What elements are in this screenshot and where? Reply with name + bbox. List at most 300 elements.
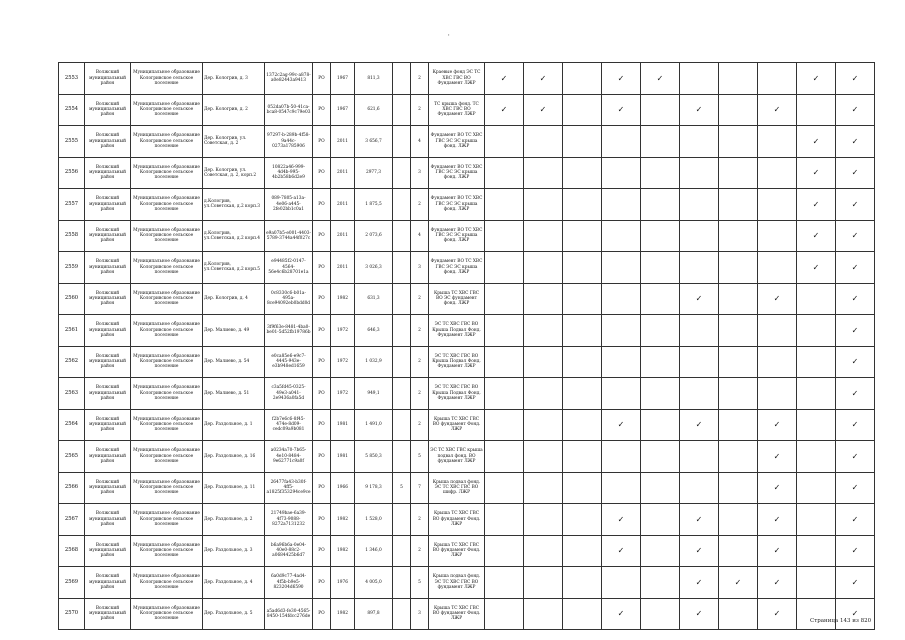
empty-cell — [758, 126, 797, 158]
floors-cell — [393, 504, 411, 536]
area-cell: 1 491,0 — [355, 409, 393, 441]
check-mark-icon: ✓ — [836, 94, 875, 126]
district-cell: Волжский муниципальный район — [85, 567, 131, 599]
empty-cell — [680, 157, 719, 189]
works-cell: Фундамент ВО ТС ХВС ГВС ЭС ЭС крыша фонд. ЛЖР — [429, 157, 485, 189]
empty-cell — [641, 504, 680, 536]
code-cell: e0ca85e6-e9c7-4445-943e-e3b948ed1659 — [265, 346, 313, 378]
check-mark-icon: ✓ — [836, 63, 875, 95]
year-cell: 1972 — [331, 315, 355, 347]
empty-cell — [758, 220, 797, 252]
floors-cell — [393, 252, 411, 284]
address-cell: д.Кологрив, ул.Советская, д.2 корп.4 — [203, 220, 265, 252]
entrances-cell: 3 — [411, 598, 429, 630]
register-table — [58, 62, 875, 630]
empty-cell — [719, 94, 758, 126]
empty-cell — [758, 63, 797, 95]
empty-cell — [719, 126, 758, 158]
type-cell: PO — [313, 535, 331, 567]
empty-cell — [485, 126, 524, 158]
check-mark-icon: ✓ — [758, 441, 797, 473]
works-cell: Крыша ТС ХВС ГВС ВО фундамент Фонд. ЛЖР — [429, 504, 485, 536]
address-cell: Дер. Раздольное, д. 4 — [203, 567, 265, 599]
check-mark-icon: ✓ — [680, 94, 719, 126]
year-cell: 2011 — [331, 126, 355, 158]
register-table-body — [59, 63, 875, 630]
district-cell: Волжский муниципальный район — [85, 346, 131, 378]
check-mark-icon: ✓ — [758, 567, 797, 599]
empty-cell — [641, 441, 680, 473]
empty-cell — [641, 252, 680, 284]
entrances-cell: 5 — [411, 567, 429, 599]
empty-cell — [797, 535, 836, 567]
empty-cell — [797, 598, 836, 630]
works-cell: ЭС ТС ХВС ГВС крыша подвал фонд. ВО фундамент ЛЖР — [429, 441, 485, 473]
municipality-cell: Муниципальное образование Кологривское сельское поселение — [131, 283, 203, 315]
floors-cell — [393, 535, 411, 567]
year-cell: 2011 — [331, 220, 355, 252]
empty-cell — [563, 378, 602, 410]
page-footer: Страница 143 из 820 — [810, 618, 872, 624]
address-cell: Дер. Кологрив, д. 4 — [203, 283, 265, 315]
empty-cell — [641, 409, 680, 441]
empty-cell — [719, 315, 758, 347]
year-cell: 2011 — [331, 252, 355, 284]
table-row — [59, 94, 875, 126]
row-number: 2566 — [59, 472, 85, 504]
area-cell: 621,6 — [355, 94, 393, 126]
works-cell: Фундамент ВО ТС ХВС ГВС ЭС ЭС крыша фонд. ЛЖР — [429, 220, 485, 252]
empty-cell — [719, 535, 758, 567]
floors-cell — [393, 409, 411, 441]
row-number: 2567 — [59, 504, 85, 536]
district-cell: Волжский муниципальный район — [85, 504, 131, 536]
code-cell: 97297-b-289b-4f58-9a44c-0273a1785906 — [265, 126, 313, 158]
entrances-cell: 4 — [411, 126, 429, 158]
empty-cell — [797, 283, 836, 315]
empty-cell — [524, 126, 563, 158]
row-number: 2559 — [59, 252, 85, 284]
entrances-cell: 2 — [411, 315, 429, 347]
address-cell: Дер. Малиево, д. 49 — [203, 315, 265, 347]
address-cell: Дер. Раздольное, д. 1 — [203, 409, 265, 441]
year-cell: 1982 — [331, 283, 355, 315]
code-cell: b6a96b6a-0e04-40e0-88c2-a0684425b6d7 — [265, 535, 313, 567]
empty-cell — [485, 378, 524, 410]
district-cell: Волжский муниципальный район — [85, 378, 131, 410]
code-cell: a0234a70-7b65-4e10-8484-9e62771c9a0f — [265, 441, 313, 473]
address-cell: Дер. Кологрив, д. 2 — [203, 94, 265, 126]
empty-cell — [602, 315, 641, 347]
empty-cell — [563, 252, 602, 284]
district-cell: Волжский муниципальный район — [85, 472, 131, 504]
type-cell: PO — [313, 315, 331, 347]
empty-cell — [797, 504, 836, 536]
entrances-cell: 5 — [411, 441, 429, 473]
type-cell: PO — [313, 126, 331, 158]
area-cell: 897,8 — [355, 598, 393, 630]
check-mark-icon: ✓ — [836, 126, 875, 158]
empty-cell — [797, 441, 836, 473]
empty-cell — [680, 189, 719, 221]
works-cell: Крыша подвал фонд. ЭС ТС ХВС ГВС ВО фундамент ЛЖР — [429, 567, 485, 599]
code-cell: 3f9f63e-8481-4ba0-be01-5d52fb19786b — [265, 315, 313, 347]
municipality-cell: Муниципальное образование Кологривское сельское поселение — [131, 157, 203, 189]
empty-cell — [602, 220, 641, 252]
empty-cell — [680, 315, 719, 347]
floors-cell — [393, 378, 411, 410]
empty-cell — [563, 63, 602, 95]
empty-cell — [485, 189, 524, 221]
works-cell: Крыша ТС ХВС ГВС ВО фундамент Фонд. ЛЖР — [429, 598, 485, 630]
entrances-cell: 2 — [411, 283, 429, 315]
check-mark-icon: ✓ — [836, 315, 875, 347]
empty-cell — [797, 378, 836, 410]
check-mark-icon: ✓ — [680, 283, 719, 315]
empty-cell — [563, 535, 602, 567]
row-number: 2563 — [59, 378, 85, 410]
row-number: 2561 — [59, 315, 85, 347]
floors-cell — [393, 598, 411, 630]
table-row — [59, 504, 875, 536]
empty-cell — [797, 346, 836, 378]
row-number: 2564 — [59, 409, 85, 441]
empty-cell — [563, 504, 602, 536]
code-cell: 10822a46-999-4d4b-995-4b2b58b6d2e9 — [265, 157, 313, 189]
empty-cell — [680, 441, 719, 473]
address-cell: Дер. Малиево, д. 51 — [203, 378, 265, 410]
district-cell: Волжский муниципальный район — [85, 189, 131, 221]
type-cell: PO — [313, 598, 331, 630]
municipality-cell: Муниципальное образование Кологривское сельское поселение — [131, 441, 203, 473]
row-number: 2558 — [59, 220, 85, 252]
check-mark-icon: ✓ — [485, 94, 524, 126]
table-row — [59, 126, 875, 158]
empty-cell — [485, 157, 524, 189]
empty-cell — [719, 472, 758, 504]
municipality-cell: Муниципальное образование Кологривское сельское поселение — [131, 252, 203, 284]
empty-cell — [524, 157, 563, 189]
year-cell: 2011 — [331, 157, 355, 189]
area-cell: 3 656,7 — [355, 126, 393, 158]
works-cell: Краевые фонд ЭС ТС ХВС ГВС ВО Фундамент ЛЖР — [429, 63, 485, 95]
check-mark-icon: ✓ — [836, 598, 875, 630]
empty-cell — [485, 567, 524, 599]
empty-cell — [485, 252, 524, 284]
empty-cell — [485, 598, 524, 630]
works-cell: Крыша ТС ХВС ГВС ВО фундамент Фонд. ЛЖР — [429, 535, 485, 567]
empty-cell — [563, 94, 602, 126]
address-cell: Дер. Кологрив, д. 3 — [203, 63, 265, 95]
works-cell: Крыша ТС ХВС ГВС ВО ЭС фундамент фонд. ЛЖР — [429, 283, 485, 315]
municipality-cell: Муниципальное образование Кологривское сельское поселение — [131, 346, 203, 378]
check-mark-icon: ✓ — [758, 409, 797, 441]
year-cell: 1966 — [331, 472, 355, 504]
table-row — [59, 567, 875, 599]
entrances-cell: 2 — [411, 94, 429, 126]
year-cell: 1982 — [331, 504, 355, 536]
code-cell: a5ad6d3-fe30-4565-8450-154fdcc276de — [265, 598, 313, 630]
empty-cell — [485, 220, 524, 252]
works-cell: Фундамент ВО ТС ХВС ГВС ЭС ЭС крыша фонд. ЛЖР — [429, 189, 485, 221]
type-cell: PO — [313, 283, 331, 315]
table-row — [59, 535, 875, 567]
works-cell: Крыша ТС ХВС ГВС ВО фундамент Фонд. ЛЖР — [429, 409, 485, 441]
works-cell: Фундамент ВО ТС ХВС ГВС ЭС ЭС крыша фонд. ЛЖР — [429, 126, 485, 158]
check-mark-icon: ✓ — [602, 409, 641, 441]
code-cell: f2b7e6c6-8f45-474e-8d09-cedc09a9b081 — [265, 409, 313, 441]
check-mark-icon: ✓ — [836, 157, 875, 189]
empty-cell — [602, 126, 641, 158]
empty-cell — [680, 63, 719, 95]
check-mark-icon: ✓ — [836, 567, 875, 599]
empty-cell — [719, 598, 758, 630]
entrances-cell: 2 — [411, 189, 429, 221]
row-number: 2555 — [59, 126, 85, 158]
table-row — [59, 157, 875, 189]
floors-cell — [393, 567, 411, 599]
table-row — [59, 189, 875, 221]
empty-cell — [680, 472, 719, 504]
district-cell: Волжский муниципальный район — [85, 315, 131, 347]
year-cell: 1972 — [331, 346, 355, 378]
address-cell: д.Кологрив, ул.Советская, д.2 корп.3 — [203, 189, 265, 221]
entrances-cell: 2 — [411, 409, 429, 441]
empty-cell — [680, 252, 719, 284]
row-number: 2565 — [59, 441, 85, 473]
table-row — [59, 252, 875, 284]
empty-cell — [602, 346, 641, 378]
municipality-cell: Муниципальное образование Кологривское сельское поселение — [131, 126, 203, 158]
check-mark-icon: ✓ — [680, 535, 719, 567]
empty-cell — [641, 346, 680, 378]
area-cell: 9 178,3 — [355, 472, 393, 504]
district-cell: Волжский муниципальный район — [85, 409, 131, 441]
area-cell: 1 875,5 — [355, 189, 393, 221]
table-row — [59, 378, 875, 410]
empty-cell — [641, 378, 680, 410]
municipality-cell: Муниципальное образование Кологривское сельское поселение — [131, 189, 203, 221]
empty-cell — [602, 472, 641, 504]
year-cell: 1972 — [331, 378, 355, 410]
area-cell: 811,3 — [355, 63, 393, 95]
district-cell: Волжский муниципальный район — [85, 252, 131, 284]
empty-cell — [524, 283, 563, 315]
check-mark-icon: ✓ — [836, 252, 875, 284]
empty-cell — [797, 409, 836, 441]
type-cell: PO — [313, 94, 331, 126]
year-cell: 1981 — [331, 409, 355, 441]
empty-cell — [524, 441, 563, 473]
empty-cell — [485, 409, 524, 441]
empty-cell — [719, 252, 758, 284]
empty-cell — [641, 157, 680, 189]
empty-cell — [563, 157, 602, 189]
empty-cell — [485, 535, 524, 567]
empty-cell — [524, 189, 563, 221]
check-mark-icon: ✓ — [797, 126, 836, 158]
municipality-cell: Муниципальное образование Кологривское сельское поселение — [131, 315, 203, 347]
table-row — [59, 283, 875, 315]
check-mark-icon: ✓ — [719, 567, 758, 599]
empty-cell — [524, 315, 563, 347]
type-cell: PO — [313, 378, 331, 410]
floors-cell — [393, 441, 411, 473]
works-cell: ЭС ТС ХВС ГВС ВО Крыша Подвал Фонд. Фундамент ЛЖР — [429, 346, 485, 378]
empty-cell — [563, 126, 602, 158]
check-mark-icon: ✓ — [758, 598, 797, 630]
empty-cell — [602, 378, 641, 410]
check-mark-icon: ✓ — [797, 189, 836, 221]
check-mark-icon: ✓ — [680, 409, 719, 441]
address-cell: Дер. Раздольное, д. 2 — [203, 504, 265, 536]
type-cell: PO — [313, 504, 331, 536]
check-mark-icon: ✓ — [836, 283, 875, 315]
address-cell: Дер. Кологрив, ул. Советская, д. 2, корп.2 — [203, 157, 265, 189]
municipality-cell: Муниципальное образование Кологривское сельское поселение — [131, 94, 203, 126]
area-cell: 3 026,3 — [355, 252, 393, 284]
address-cell: Дер. Раздольное, д. 11 — [203, 472, 265, 504]
address-cell: Дер. Малиево, д. 54 — [203, 346, 265, 378]
area-cell: 646,3 — [355, 315, 393, 347]
check-mark-icon: ✓ — [797, 252, 836, 284]
check-mark-icon: ✓ — [836, 220, 875, 252]
empty-cell — [680, 378, 719, 410]
check-mark-icon: ✓ — [680, 598, 719, 630]
empty-cell — [758, 378, 797, 410]
row-number: 2556 — [59, 157, 85, 189]
district-cell: Волжский муниципальный район — [85, 535, 131, 567]
empty-cell — [563, 220, 602, 252]
check-mark-icon: ✓ — [836, 346, 875, 378]
empty-cell — [641, 315, 680, 347]
empty-cell — [719, 378, 758, 410]
empty-cell — [641, 189, 680, 221]
empty-cell — [563, 283, 602, 315]
row-number: 2554 — [59, 94, 85, 126]
table-row — [59, 598, 875, 630]
floors-cell — [393, 63, 411, 95]
entrances-cell: 2 — [411, 63, 429, 95]
municipality-cell: Муниципальное образование Кологривское сельское поселение — [131, 567, 203, 599]
empty-cell — [602, 157, 641, 189]
empty-cell — [641, 535, 680, 567]
floors-cell — [393, 157, 411, 189]
check-mark-icon: ✓ — [758, 535, 797, 567]
empty-cell — [719, 504, 758, 536]
district-cell: Волжский муниципальный район — [85, 63, 131, 95]
year-cell: 1981 — [331, 441, 355, 473]
district-cell: Волжский муниципальный район — [85, 283, 131, 315]
empty-cell — [641, 283, 680, 315]
floors-cell — [393, 346, 411, 378]
row-number: 2562 — [59, 346, 85, 378]
empty-cell — [563, 598, 602, 630]
empty-cell — [641, 220, 680, 252]
empty-cell — [797, 94, 836, 126]
address-cell: Дер. Раздольное, д. 16 — [203, 441, 265, 473]
area-cell: 1 032,9 — [355, 346, 393, 378]
check-mark-icon: ✓ — [836, 441, 875, 473]
check-mark-icon: ✓ — [797, 220, 836, 252]
table-row — [59, 409, 875, 441]
check-mark-icon: ✓ — [524, 63, 563, 95]
municipality-cell: Муниципальное образование Кологривское сельское поселение — [131, 220, 203, 252]
district-cell: Волжский муниципальный район — [85, 441, 131, 473]
empty-cell — [602, 189, 641, 221]
check-mark-icon: ✓ — [602, 535, 641, 567]
code-cell: e94485f2-0147-4564-56e4c6b28701e1a — [265, 252, 313, 284]
code-cell: 1372c2ag-99c-a878-a0e82443a9413 — [265, 63, 313, 95]
empty-cell — [758, 346, 797, 378]
check-mark-icon: ✓ — [836, 189, 875, 221]
works-cell: Крыша подвал фонд. ЭС ТС ХВС ГВС ВО шифр. ЛЖР — [429, 472, 485, 504]
empty-cell — [758, 189, 797, 221]
type-cell: PO — [313, 220, 331, 252]
empty-cell — [680, 346, 719, 378]
empty-cell — [563, 472, 602, 504]
empty-cell — [563, 346, 602, 378]
entrances-cell: 3 — [411, 157, 429, 189]
district-cell: Волжский муниципальный район — [85, 220, 131, 252]
district-cell: Волжский муниципальный район — [85, 94, 131, 126]
area-cell: 4 005,0 — [355, 567, 393, 599]
row-number: 2570 — [59, 598, 85, 630]
empty-cell — [524, 472, 563, 504]
area-cell: 949,1 — [355, 378, 393, 410]
code-cell: e9a07b5-e001-4403-5789-3744a44f027c — [265, 220, 313, 252]
check-mark-icon: ✓ — [836, 535, 875, 567]
empty-cell — [563, 567, 602, 599]
type-cell: PO — [313, 189, 331, 221]
entrances-cell: 2 — [411, 535, 429, 567]
works-cell: Фундамент ВО ТС ХВС ГВС ЭС ЭС крыша фонд. ЛЖР — [429, 252, 485, 284]
empty-cell — [797, 472, 836, 504]
floors-cell — [393, 283, 411, 315]
check-mark-icon: ✓ — [680, 504, 719, 536]
header-mark: ' — [448, 34, 450, 41]
check-mark-icon: ✓ — [836, 409, 875, 441]
empty-cell — [563, 315, 602, 347]
empty-cell — [719, 283, 758, 315]
empty-cell — [719, 441, 758, 473]
works-cell: ЭС ТС ХВС ГВС ВО Крыша Подвал Фонд. Фундамент ЛЖР — [429, 378, 485, 410]
check-mark-icon: ✓ — [836, 378, 875, 410]
check-mark-icon: ✓ — [758, 472, 797, 504]
floors-cell — [393, 220, 411, 252]
check-mark-icon: ✓ — [758, 94, 797, 126]
empty-cell — [485, 472, 524, 504]
entrances-cell: 4 — [411, 220, 429, 252]
entrances-cell: 7 — [411, 472, 429, 504]
empty-cell — [602, 252, 641, 284]
type-cell: PO — [313, 409, 331, 441]
municipality-cell: Муниципальное образование Кологривское сельское поселение — [131, 409, 203, 441]
empty-cell — [524, 567, 563, 599]
empty-cell — [758, 157, 797, 189]
empty-cell — [524, 409, 563, 441]
district-cell: Волжский муниципальный район — [85, 157, 131, 189]
code-cell: 21749bae-6a39-4f73-9088-8272a7131232 — [265, 504, 313, 536]
address-cell: д.Кологрив, ул.Советская, д.2 корп.5 — [203, 252, 265, 284]
year-cell: 1982 — [331, 598, 355, 630]
year-cell: 1982 — [331, 535, 355, 567]
table-row — [59, 441, 875, 473]
address-cell: Дер. Раздольное, д. 5 — [203, 598, 265, 630]
empty-cell — [719, 409, 758, 441]
empty-cell — [797, 315, 836, 347]
floors-cell — [393, 94, 411, 126]
